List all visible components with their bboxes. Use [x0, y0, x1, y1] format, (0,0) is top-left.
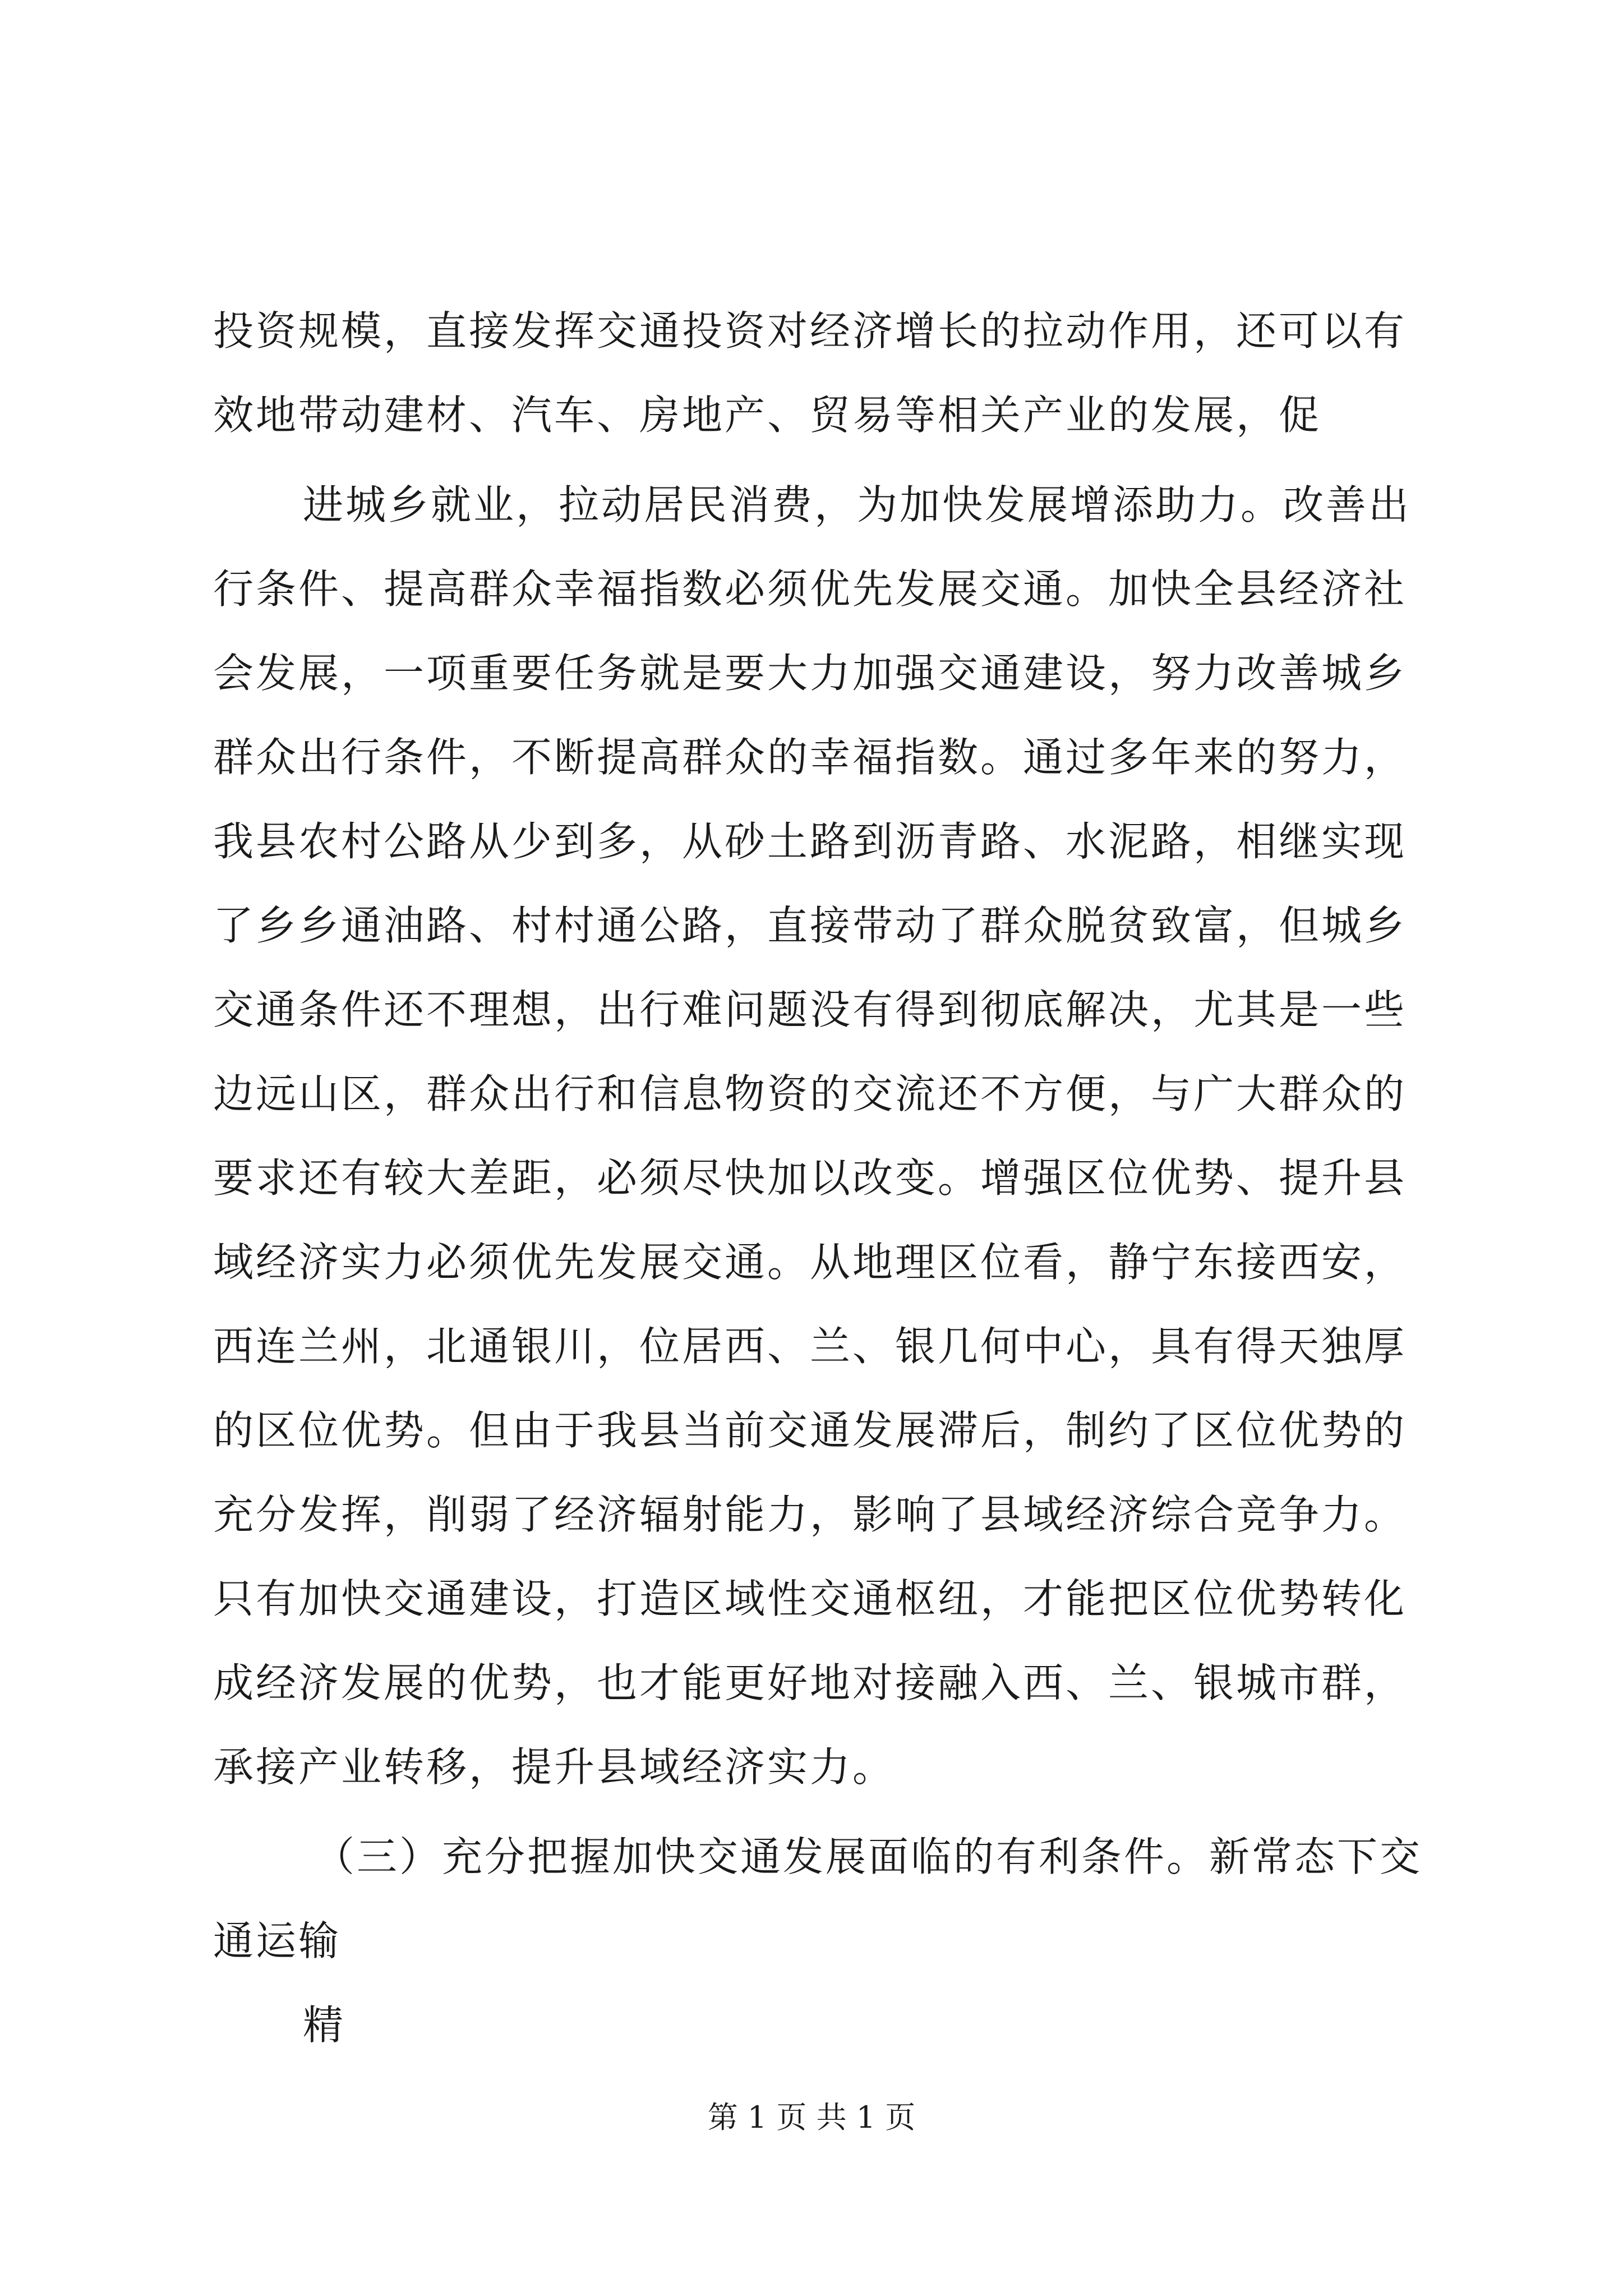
- text-line: 交通条件还不理想，出行难问题没有得到彻底解决，尤其是一些: [213, 986, 1407, 1033]
- text-line: 了乡乡通油路、村村通公路，直接带动了群众脱贫致富，但城乡: [213, 902, 1407, 949]
- text-line: 西连兰州，北通银川，位居西、兰、银几何中心，具有得天独厚: [213, 1323, 1407, 1370]
- text-line: 群众出行条件，不断提高群众的幸福指数。通过多年来的努力，: [213, 734, 1407, 781]
- text-line: 承接产业转移，提升县域经济实力。: [213, 1743, 896, 1791]
- text-line: 精: [303, 2001, 346, 2049]
- text-line: 要求还有较大差距，必须尽快加以改变。增强区位优势、提升县: [213, 1154, 1407, 1202]
- text-line: 会发展，一项重要任务就是要大力加强交通建设，努力改善城乡: [213, 650, 1407, 697]
- page-footer: 第 1 页 共 1 页: [707, 2100, 916, 2135]
- section-heading-line: （三）充分把握加快交通发展面临的有利条件。新常态下交: [314, 1833, 1423, 1880]
- text-line: 只有加快交通建设，打造区域性交通枢纽，才能把区位优势转化: [213, 1575, 1407, 1622]
- text-line: 行条件、提高群众幸福指数必须优先发展交通。加快全县经济社: [213, 565, 1407, 613]
- text-line: 的区位优势。但由于我县当前交通发展滞后，制约了区位优势的: [213, 1407, 1407, 1454]
- text-line: 域经济实力必须优先发展交通。从地理区位看，静宁东接西安，: [213, 1239, 1407, 1286]
- text-line: 进城乡就业，拉动居民消费，为加快发展增添助力。改善出: [303, 481, 1412, 528]
- text-line: 投资规模，直接发挥交通投资对经济增长的拉动作用，还可以有: [213, 307, 1407, 355]
- text-line: 边远山区，群众出行和信息物资的交流还不方便，与广大群众的: [213, 1070, 1407, 1117]
- text-line: 效地带动建材、汽车、房地产、贸易等相关产业的发展，促: [213, 392, 1322, 439]
- text-line: 通运输: [213, 1917, 342, 1964]
- text-line: 我县农村公路从少到多，从砂土路到沥青路、水泥路，相继实现: [213, 818, 1407, 865]
- text-line: 充分发挥，削弱了经济辐射能力，影响了县域经济综合竞争力。: [213, 1491, 1407, 1538]
- text-line: 成经济发展的优势，也才能更好地对接融入西、兰、银城市群，: [213, 1659, 1407, 1706]
